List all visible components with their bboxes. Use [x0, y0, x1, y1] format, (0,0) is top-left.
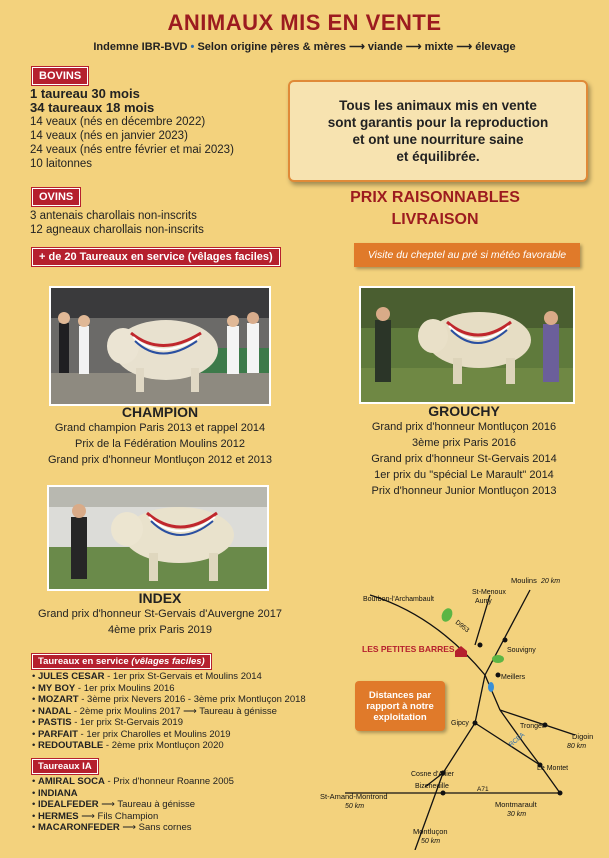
bull-name: PARFAIT — [37, 728, 78, 740]
list-item: • MY BOY - 1er prix Moulins 2016 — [32, 682, 175, 694]
list-item: • MACARONFEDER ⟶ Sans cornes — [32, 822, 192, 833]
bull-desc: - 2ème prix Moulins 2017 ⟶ Taureau à génisse — [71, 705, 277, 717]
map-label: Bizeneuille — [415, 783, 449, 790]
guarantee-line: Tous les animaux mis en vente — [339, 98, 537, 113]
bull-name: MOZART — [37, 694, 79, 705]
index-photo — [47, 485, 269, 591]
town-dot — [503, 638, 508, 643]
ia-tag: Taureaux IA — [32, 759, 98, 774]
subtitle-health: Indemne IBR-BVD — [93, 41, 188, 53]
list-item: • PASTIS - 1er prix St-Gervais 2019 — [32, 717, 183, 728]
champion-award: Prix de la Fédération Moulins 2012 — [75, 438, 245, 450]
ia-list — [32, 776, 332, 834]
map-label: Bourbon-l'Archambault — [363, 596, 434, 603]
champion-caption — [20, 404, 300, 468]
grouchy-award: 3ème prix Paris 2016 — [412, 437, 516, 449]
bull-name: JULES CESAR — [37, 671, 105, 682]
bullet-icon: • — [190, 41, 198, 53]
map-road — [485, 675, 500, 710]
map-label: St-Menoux — [472, 589, 506, 596]
service-tag-italic: (vêlages faciles) — [131, 656, 205, 667]
champion-name: CHAMPION — [121, 404, 199, 420]
champion-award: Grand champion Paris 2013 et rappel 2014 — [54, 422, 266, 434]
map-label: Meillers — [501, 674, 526, 681]
bovins-tag: BOVINS — [32, 67, 88, 85]
bull-name: IDEALFEDER — [37, 799, 99, 810]
visite-banner: Visite du cheptel au pré si météo favorable — [354, 243, 580, 267]
bull-name: NADAL — [37, 705, 72, 717]
grouchy-award: 1er prix du "spécial Le Marault" 2014 — [374, 469, 554, 481]
list-item: 10 laitonnes — [30, 158, 93, 170]
bull-desc: ⟶ Fils Champion — [78, 810, 159, 822]
list-item: • REDOUTABLE - 2ème prix Montluçon 2020 — [32, 740, 224, 751]
map-label: RCEA — [507, 731, 527, 749]
grouchy-award: Prix d'honneur Junior Montluçon 2013 — [371, 485, 557, 497]
list-item: • IDEALFEDER ⟶ Taureau à génisse — [32, 799, 196, 810]
bull-name: REDOUTABLE — [37, 740, 104, 751]
taureaux-service-tag: + de 20 Taureaux en service (vêlages faciles) — [32, 248, 280, 266]
grouchy-photo-image — [361, 288, 573, 402]
map-label: Tronget — [520, 723, 544, 730]
list-item: • INDIANA — [32, 787, 78, 799]
bull-name: AMIRAL SOCA — [37, 776, 105, 787]
farm-house-icon — [455, 646, 467, 657]
farm-label: LES PETITES BARRES — [362, 644, 455, 654]
list-item: • PARFAIT - 1er prix Charolles et Moulins 2019 — [32, 728, 231, 740]
town-dot — [473, 721, 478, 726]
map-label: 30 km — [507, 811, 527, 818]
prix-raisonnables: PRIX RAISONNABLES — [350, 189, 520, 206]
champion-photo-image — [51, 288, 269, 404]
map-label: Cosne d'Allier — [411, 771, 454, 778]
map-label: Aurry — [475, 598, 492, 605]
map-label: Gipcy — [451, 720, 469, 727]
list-item: 12 agneaux charollais non-inscrits — [30, 224, 204, 236]
service-list — [32, 671, 332, 752]
list-item: 3 antenais charollais non-inscrits — [30, 210, 197, 222]
guarantee-box — [288, 80, 588, 182]
bull-desc: - 1er prix St-Gervais 2019 — [71, 717, 183, 728]
grouchy-name: GROUCHY — [428, 403, 500, 419]
green-marker-icon — [492, 655, 504, 663]
map-label: Souvigny — [507, 647, 536, 654]
map-label: 50 km — [421, 838, 441, 845]
bull-name: PASTIS — [37, 717, 72, 728]
bull-name: MY BOY — [37, 682, 76, 694]
bull-desc: - 1er prix Moulins 2016 — [75, 682, 175, 694]
service-tag-label: Taureaux en service — [38, 656, 129, 667]
index-award: 4ème prix Paris 2019 — [108, 624, 212, 636]
page-title: ANIMAUX MIS EN VENTE — [167, 10, 442, 35]
bull-desc: - 2ème prix Montluçon 2020 — [103, 740, 224, 751]
champion-photo — [49, 286, 271, 406]
grouchy-award: Grand prix d'honneur Montluçon 2016 — [371, 421, 557, 433]
list-item: • HERMES ⟶ Fils Champion — [32, 810, 159, 822]
bull-desc: ⟶ Sans cornes — [119, 822, 192, 833]
map-road — [485, 590, 530, 675]
grouchy-caption — [329, 403, 599, 499]
bovins-list — [30, 87, 290, 171]
map-label: A71 — [477, 786, 489, 793]
grouchy-photo — [359, 286, 575, 404]
list-item: 14 veaux (nés en décembre 2022) — [30, 116, 206, 128]
town-dot — [558, 791, 563, 796]
town-dot — [478, 643, 483, 648]
guarantee-line: et équilibrée. — [396, 149, 480, 164]
map-label: Moulins — [511, 576, 537, 585]
list-item: 1 taureau 30 mois — [30, 86, 140, 101]
water-marker-icon — [488, 682, 494, 692]
list-item: 14 veaux (nés en janvier 2023) — [30, 130, 188, 142]
grouchy-award: Grand prix d'honneur St-Gervais 2014 — [371, 453, 557, 465]
page-subtitle — [0, 40, 609, 53]
index-name: INDEX — [138, 590, 182, 606]
green-marker-icon — [440, 607, 455, 624]
livraison: LIVRAISON — [391, 211, 479, 228]
service-tag — [32, 654, 211, 669]
bull-desc: ⟶ Taureau à génisse — [98, 799, 196, 810]
bull-desc: - 1er prix St-Gervais et Moulins 2014 — [104, 671, 262, 682]
map-label: St-Amand-Montrond — [320, 792, 388, 801]
champion-award: Grand prix d'honneur Montluçon 2012 et 2013 — [47, 454, 273, 466]
map-label: D953 — [453, 619, 471, 635]
map-road — [370, 595, 485, 675]
guarantee-line: et ont une nourriture saine — [352, 132, 524, 147]
ovins-tag: OVINS — [32, 188, 80, 206]
bull-name: INDIANA — [37, 787, 78, 799]
bull-desc: - Prix d'honneur Roanne 2005 — [104, 776, 234, 787]
list-item: • AMIRAL SOCA - Prix d'honneur Roanne 2005 — [32, 776, 234, 787]
map-label: 50 km — [345, 803, 365, 810]
bull-name: HERMES — [37, 810, 79, 822]
list-item: • JULES CESAR - 1er prix St-Gervais et Moulins 2014 — [32, 671, 262, 682]
town-dot — [496, 673, 501, 678]
subtitle-origin: Selon origine pères & mères ⟶ viande ⟶ mixte ⟶ élevage — [197, 41, 516, 53]
list-item: 34 taureaux 18 mois — [30, 100, 155, 115]
map-label: Digoin — [572, 732, 594, 741]
town-dot — [441, 791, 446, 796]
map-label: 20 km — [541, 578, 561, 585]
ovins-list — [30, 209, 290, 237]
distances-box: Distances par rapport à notre exploitation — [355, 681, 445, 731]
bull-desc: - 3ème prix Nevers 2016 - 3ème prix Montluçon 2018 — [78, 694, 306, 705]
map-label: Montmarault — [495, 800, 537, 809]
index-caption — [10, 590, 310, 638]
map-label: Montluçon — [413, 827, 448, 836]
bull-name: MACARONFEDER — [37, 822, 120, 833]
index-photo-image — [49, 487, 267, 589]
bull-desc: - 1er prix Charolles et Moulins 2019 — [77, 728, 231, 740]
list-item: • NADAL - 2ème prix Moulins 2017 ⟶ Taureau à génisse — [32, 705, 277, 717]
list-item: • MOZART - 3ème prix Nevers 2016 - 3ème prix Montluçon 2018 — [32, 694, 306, 705]
index-award: Grand prix d'honneur St-Gervais d'Auvergne 2017 — [38, 608, 282, 620]
map-road — [545, 725, 575, 735]
guarantee-line: sont garantis pour la reproduction — [327, 115, 549, 130]
list-item: 24 veaux (nés entre février et mai 2023) — [30, 144, 234, 156]
map-label: Le Montet — [537, 765, 569, 772]
map-label: 80 km — [567, 743, 587, 750]
